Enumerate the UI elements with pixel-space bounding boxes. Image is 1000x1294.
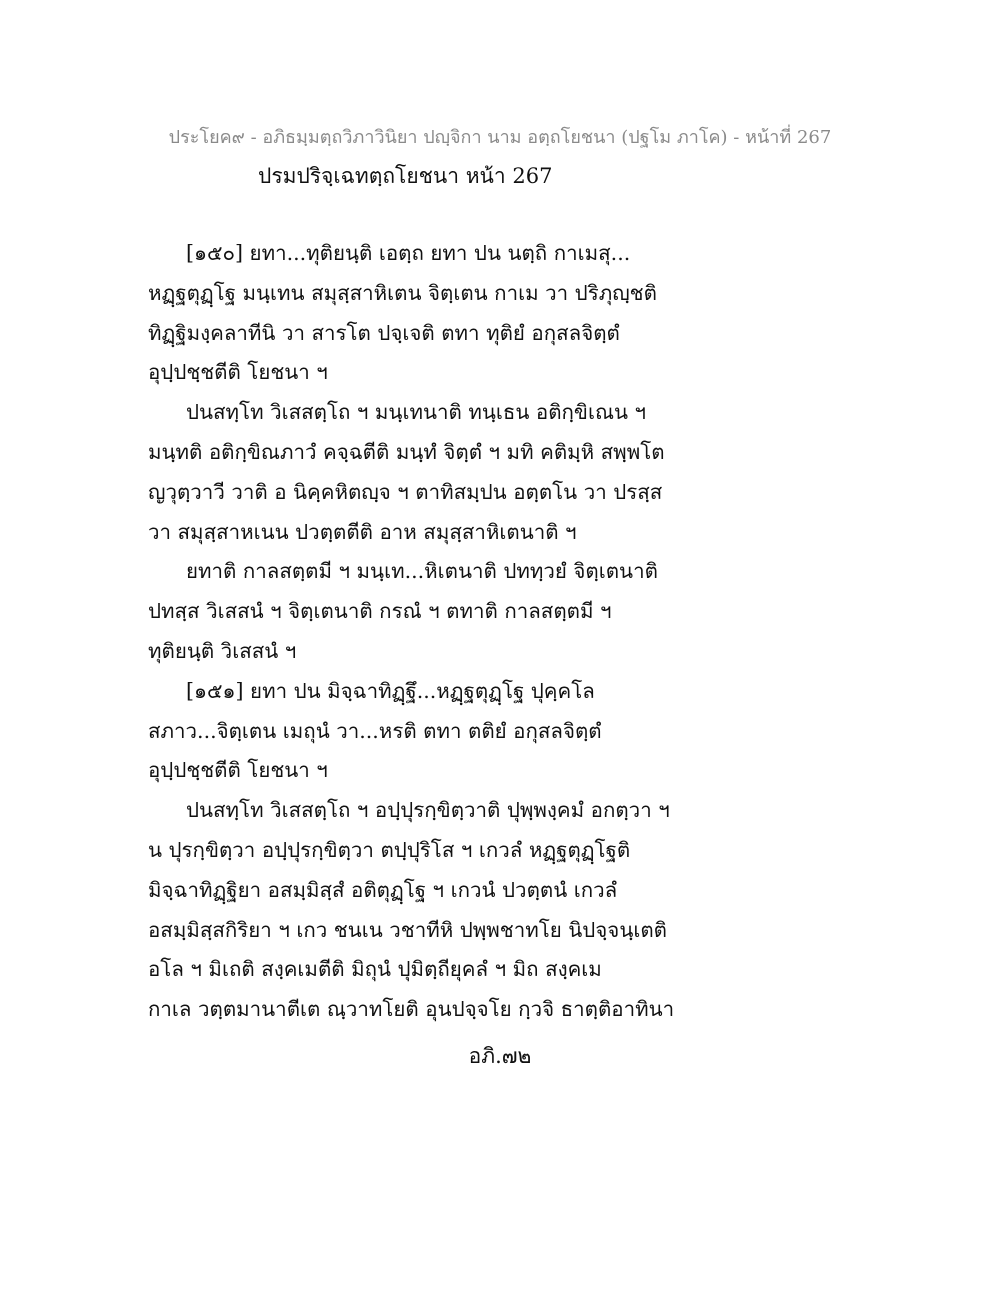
text-line: มิจฺฉาทิฏฺฐิยา อสมฺมิสฺสํ อติตุฏฺโฐ ฯ เกวนํ ปวตฺตนํ เกวลํ (148, 877, 618, 902)
text-line: ญวุตฺวาวี วาติ อ นิคฺคหิตญฺจ ฯ ตาทิสมฺปน อตฺตโน วา ปรสฺส (148, 479, 663, 504)
text-line: อสมฺมิสฺสกิริยา ฯ เกว ชนเน วชาทีหิ ปพฺพชาทโย นิปจฺจนฺเตติ (148, 917, 667, 942)
body-text (148, 234, 675, 1030)
text-line: ทิฏฺฐิมงฺคลาทีนิ วา สารโต ปจฺเจติ ตทา ทุติยํ อกุสลจิตฺตํ (148, 320, 620, 345)
text-line: อโล ฯ มิเถติ สงฺคเมตีติ มิถุนํ ปุมิตฺถียุคลํ ฯ มิถ สงฺคเม (148, 957, 602, 982)
text-line: อุปฺปชฺชตีติ โยชนา ฯ (148, 360, 328, 385)
page-title: ปรมปริจฺเฉทตฺถโยชนา หน้า 267 (258, 164, 553, 188)
text-line: กาเล วตฺตมานาตีเต ณฺวาทโยติ อุนปจฺจโย กฺวจิ ธาตฺติอาทินา (148, 997, 675, 1022)
text-line: ทุติยนฺติ วิเสสนํ ฯ (148, 638, 297, 663)
text-line: มนฺทติ อติกฺขิณภาวํ คจฺฉตีติ มนฺทํ จิตฺตํ ฯ มทิ คติมฺหิ สพฺพโต (148, 439, 665, 464)
paragraph-start-line: ปนสทฺโท วิเสสตฺโถ ฯ มนฺเทนาติ ทนฺเธน อติกฺขิเณน ฯ (186, 400, 647, 425)
text-line: หฏฺฐตุฏฺโฐ มนฺเทน สมุสฺสาหิเตน จิตฺเตน กาเม วา ปริภุญฺชติ (148, 280, 657, 305)
running-header: ประโยค๙ - อภิธมฺมตฺถวิภาวินิยา ปญฺจิกา นาม อตฺถโยชนา (ปฐโม ภาโค) - หน้าที่ 267 (168, 127, 832, 148)
text-line: น ปุรกฺขิตฺวา อปฺปุรกฺขิตฺวา ตปฺปุริโส ฯ เกวลํ หฏฺฐตุฏฺโฐติ (148, 837, 631, 862)
text-line: อุปฺปชฺชตีติ โยชนา ฯ (148, 758, 328, 783)
paragraph-151-line: [๑๕๑] ยทา ปน มิจฺฉาทิฏฺฐึ...หฏฺฐตุฏฺโฐ ปุคฺคโล (186, 678, 595, 703)
text-line: ปทสฺส วิเสสนํ ฯ จิตฺเตนาติ กรณํ ฯ ตทาติ กาลสตฺตมี ฯ (148, 599, 612, 624)
paragraph-150-line: [๑๕๐] ยทา...ทุติยนฺติ เอตฺถ ยทา ปน นตฺถิ กาเมสุ... (186, 241, 631, 265)
text-line: สภาว...จิตฺเตน เมถุนํ วา...หรติ ตทา ตติยํ อกุสลจิตฺตํ (148, 718, 602, 743)
paragraph-start-line: ปนสทฺโท วิเสสตฺโถ ฯ อปฺปุรกฺขิตฺวาติ ปุพฺพงฺคมํ อกตฺวา ฯ (186, 798, 670, 823)
text-line: วา สมุสฺสาหเนน ปวตฺตตีติ อาห สมุสฺสาหิเตนาติ ฯ (148, 519, 577, 544)
footer-folio: อภิ.๗๒ (468, 1044, 532, 1068)
paragraph-start-line: ยทาติ กาลสตฺตมี ฯ มนฺเท...หิเตนาติ ปททฺวยํ จิตฺเตนาติ (186, 559, 658, 584)
